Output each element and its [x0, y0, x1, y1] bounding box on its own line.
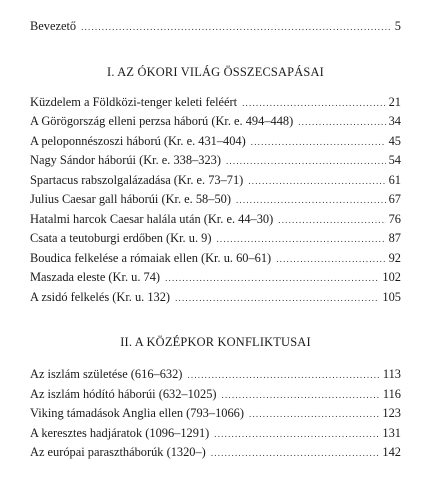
toc-entry-title: Viking támadások Anglia ellen (793–1066): [30, 406, 244, 420]
dot-leader: [248, 173, 385, 189]
toc-entry-page: 34: [388, 114, 401, 128]
toc-entry-title: Hatalmi harcok Caesar halála után (Kr. e. 44–30): [30, 212, 274, 226]
toc-entry-title: Boudica felkelése a rómaiak ellen (Kr. u. 60–61): [30, 251, 272, 265]
toc-entry-title: Az iszlám hódító háborúi (632–1025): [30, 387, 217, 401]
toc-entry-page: 131: [382, 426, 401, 440]
toc-entry-page: 105: [382, 290, 401, 304]
toc-entry-page: 21: [388, 95, 401, 109]
toc-entry[interactable]: [30, 269, 401, 285]
toc-entry[interactable]: [30, 386, 401, 402]
dot-leader: [226, 153, 386, 169]
dot-leader: [276, 251, 385, 267]
toc-entry-page: 87: [388, 231, 401, 245]
toc-entry[interactable]: [30, 113, 401, 129]
toc-entry-title: Nagy Sándor háborúi (Kr. e. 338–323): [30, 153, 221, 167]
toc-entry[interactable]: [30, 425, 401, 441]
toc-entry-page: 76: [388, 212, 401, 226]
toc-entry-page: 61: [388, 173, 401, 187]
toc-entry-title: Az európai parasztháborúk (1320–): [30, 445, 206, 459]
dot-leader: [175, 290, 379, 306]
toc-entry-title: Csata a teutoburgi erdőben (Kr. u. 9): [30, 231, 212, 245]
table-of-contents: [30, 0, 401, 487]
toc-entry-title: Julius Caesar gall háborúi (Kr. e. 58–50): [30, 192, 231, 206]
toc-entry-page: 116: [382, 387, 401, 401]
toc-entry-page: 92: [388, 251, 401, 265]
toc-entry-page: 123: [382, 406, 401, 420]
toc-entry-page: 102: [382, 270, 401, 284]
dot-leader: [216, 231, 385, 247]
toc-entry[interactable]: [30, 211, 401, 227]
toc-entry[interactable]: [30, 366, 401, 382]
dot-leader: [236, 192, 386, 208]
dot-leader: [251, 134, 386, 150]
dot-leader: [187, 367, 379, 383]
toc-entry-page: 54: [388, 153, 401, 167]
toc-entry-title: Küzdelem a Földközi-tenger keleti feléért: [30, 95, 238, 109]
dot-leader: [214, 426, 379, 442]
toc-entry[interactable]: [30, 444, 401, 460]
toc-entry-title: Az iszlám születése (616–632): [30, 367, 183, 381]
dot-leader: [249, 406, 379, 422]
toc-entry-page: 5: [394, 19, 401, 33]
toc-entry-title: A zsidó felkelés (Kr. u. 132): [30, 290, 171, 304]
dot-leader: [222, 387, 380, 403]
section-heading-medieval: II. A KÖZÉPKOR KONFLIKTUSAI: [120, 335, 311, 349]
dot-leader: [81, 19, 392, 35]
toc-entry[interactable]: [30, 250, 401, 266]
toc-entry-intro[interactable]: [30, 18, 401, 34]
toc-entry-title: A Görögország elleni perzsa háború (Kr. e. 494–448): [30, 114, 294, 128]
toc-entry-title: A peloponnészoszi háború (Kr. e. 431–404): [30, 134, 246, 148]
toc-entry[interactable]: [30, 289, 401, 305]
toc-entry-title: Bevezető: [30, 19, 77, 33]
toc-entry-page: 113: [382, 367, 401, 381]
dot-leader: [298, 114, 385, 130]
toc-entry-title: A keresztes hadjáratok (1096–1291): [30, 426, 210, 440]
dot-leader: [278, 212, 385, 228]
toc-entry-title: Maszada eleste (Kr. u. 74): [30, 270, 161, 284]
toc-entry-page: 142: [382, 445, 401, 459]
toc-entry[interactable]: [30, 172, 401, 188]
dot-leader: [165, 270, 379, 286]
toc-entry-page: 45: [388, 134, 401, 148]
toc-entry[interactable]: [30, 133, 401, 149]
toc-entry-title: Spartacus rabszolgalázadása (Kr. e. 73–71): [30, 173, 244, 187]
toc-entry[interactable]: [30, 94, 401, 110]
toc-entry[interactable]: [30, 230, 401, 246]
dot-leader: [211, 445, 380, 461]
dot-leader: [242, 95, 386, 111]
toc-entry[interactable]: [30, 191, 401, 207]
toc-entry[interactable]: [30, 405, 401, 421]
section-heading-ancient: I. AZ ÓKORI VILÁG ÖSSZECSAPÁSAI: [107, 65, 324, 79]
toc-entry[interactable]: [30, 152, 401, 168]
toc-entry-page: 67: [388, 192, 401, 206]
